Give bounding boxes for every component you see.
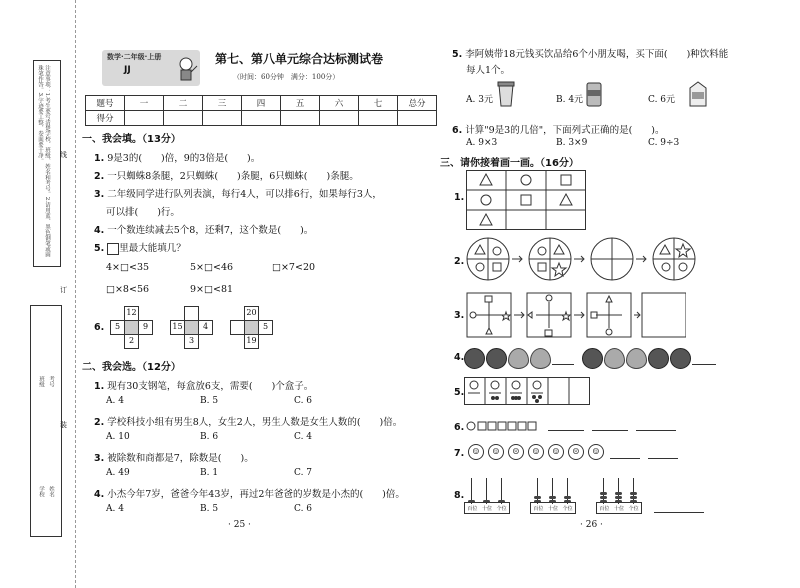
- milk-carton-icon: [686, 80, 710, 108]
- answer-blank[interactable]: [552, 364, 574, 365]
- s1-q2: 2. 一只蜘蛛8条腿，2只蜘蛛( )条腿，6只蜘蛛( )条腿。: [94, 171, 359, 182]
- notice-text: 注意事项：1.考生要写清楚学校、班级、姓名和考号。2.请用蓝、黑色钢笔或圆珠笔作答。3.字迹要工整，卷面要干净。: [37, 65, 50, 257]
- s2-q5-opt-c[interactable]: C. 6元: [648, 95, 676, 105]
- score-row-values: [86, 111, 437, 126]
- s3-q5-number: 5.: [454, 387, 465, 398]
- seal-char-order: 订: [60, 286, 67, 294]
- circle-square-pattern: [466, 420, 546, 432]
- smile-face-icon: ☺: [488, 444, 504, 460]
- s1-q3-cont: 可以排( )行。: [106, 207, 180, 218]
- s1-q5: 5. 里最大能填几？: [94, 243, 186, 254]
- s1-q2-text: 一只蜘蛛8条腿，2只蜘蛛( )条腿，6只蜘蛛( )条腿。: [107, 171, 359, 182]
- s2-q4-opt-a[interactable]: A. 4: [106, 504, 124, 514]
- smile-face-icon: ☺: [588, 444, 604, 460]
- grid3-bottom: 19: [244, 334, 259, 349]
- score-cell[interactable]: [398, 111, 437, 126]
- smile-face-icon: ☺: [468, 444, 484, 460]
- exam-title: 第七、第八单元综合达标测试卷: [215, 52, 384, 66]
- abacus-2: 百位 十位 个位: [530, 478, 574, 514]
- abacus-1: 百位 十位 个位: [464, 478, 508, 514]
- s3-q8-number: 8.: [454, 490, 465, 501]
- badge-edition: JJ: [124, 65, 131, 75]
- smile-face-icon: ☺: [548, 444, 564, 460]
- score-cell[interactable]: [320, 111, 359, 126]
- grid2-top[interactable]: [184, 306, 199, 321]
- apple-icon: [670, 348, 691, 369]
- cup-drink-icon: [496, 80, 516, 108]
- s2-q1: 1. 现有30支钢笔，每盒放6支，需要( )个盒子。: [94, 381, 314, 392]
- can-drink-icon: [584, 80, 604, 108]
- answer-blank[interactable]: [592, 430, 628, 431]
- s1-q5-item: 5×□<46: [190, 262, 234, 273]
- s2-q2-opt-b[interactable]: B. 6: [200, 432, 219, 442]
- s2-q3-opt-c[interactable]: C. 7: [294, 468, 313, 478]
- s1-q4: 4. 一个数连续减去5个8，还剩7，这个数是( )。: [94, 225, 314, 236]
- apple-icon: [582, 348, 603, 369]
- abacus-3: 百位 十位 个位: [596, 478, 640, 514]
- s3-q6-number: 6.: [454, 422, 465, 433]
- s2-q2-text: 学校科技小组有男生8人，女生2人，男生人数是女生人数的( )倍。: [107, 417, 403, 428]
- peach-icon: [604, 348, 625, 369]
- s1-q1: 1. 9是3的( )倍，9的3倍是( )。: [94, 153, 261, 164]
- answer-blank[interactable]: [648, 458, 678, 459]
- apple-icon: [648, 348, 669, 369]
- field-name: 姓名: [48, 486, 54, 497]
- seal-char-bind: 装: [60, 421, 67, 429]
- s2-q1-opt-a[interactable]: A. 4: [106, 396, 124, 406]
- score-cell[interactable]: [242, 111, 281, 126]
- score-cell[interactable]: [281, 111, 320, 126]
- peach-icon: [508, 348, 529, 369]
- field-exam-no: 考号: [48, 376, 54, 387]
- s2-q4-opt-b[interactable]: B. 5: [200, 504, 219, 514]
- page-number-right: · 26 ·: [580, 520, 603, 530]
- apple-icon: [486, 348, 507, 369]
- s3-q1-number: 1.: [454, 192, 465, 203]
- answer-blank[interactable]: [636, 430, 676, 431]
- grid2-left: 15: [170, 320, 185, 335]
- grid3-center: [244, 320, 259, 335]
- s1-q5-item: 4×□<35: [106, 262, 150, 273]
- field-school: 学校: [38, 486, 44, 497]
- grid1-left: 5: [110, 320, 125, 335]
- page-number-left: · 25 ·: [228, 520, 251, 530]
- s2-q4-opt-c[interactable]: C. 6: [294, 504, 313, 514]
- sad-face-icon: ☹: [508, 444, 524, 460]
- grid2-bottom: 3: [184, 334, 199, 349]
- badge-subject: 数学·二年级·上册: [107, 53, 162, 61]
- s2-q5-opt-a[interactable]: A. 3元: [466, 95, 493, 105]
- answer-blank[interactable]: [610, 458, 640, 459]
- grid1-top: 12: [124, 306, 139, 321]
- score-cell: 得分: [86, 111, 125, 126]
- score-cell: 七: [359, 96, 398, 111]
- s2-q3-opt-a[interactable]: A. 49: [106, 468, 130, 478]
- s2-q2-opt-a[interactable]: A. 10: [106, 432, 130, 442]
- grid1-center: [124, 320, 139, 335]
- s2-q4: 4. 小杰今年7岁，爸爸今年43岁，再过2年爸爸的岁数是小杰的( )倍。: [94, 489, 405, 500]
- s1-q5-item: □×7<20: [272, 262, 316, 273]
- peach-icon: [530, 348, 551, 369]
- s3-q2-number: 2.: [454, 256, 465, 267]
- s2-q2: 2. 学校科技小组有男生8人，女生2人，男生人数是女生人数的( )倍。: [94, 417, 403, 428]
- s2-q6-opt-a[interactable]: A. 9×3: [466, 138, 498, 148]
- circle-sequence-figure: [466, 236, 706, 282]
- s2-q6: 6. 计算"9是3的几倍"，下面列式正确的是( )。: [452, 125, 665, 136]
- square-sequence-figure: [466, 292, 686, 338]
- score-cell[interactable]: [125, 111, 164, 126]
- s2-q2-opt-c[interactable]: C. 4: [294, 432, 313, 442]
- s1-q5-text: 里最大能填几？: [119, 243, 186, 254]
- cartoon-kid-icon: [174, 56, 198, 84]
- answer-blank[interactable]: [692, 364, 716, 365]
- score-cell: 二: [164, 96, 203, 111]
- s2-q5-text: 李阿姨带18元钱买饮品给6个小朋友喝，买下面( )种饮料能: [465, 49, 729, 60]
- student-info-box: [30, 305, 62, 537]
- s1-q3: 3. 二年级同学进行队列表演，每行4人，可以排6行，如果每行3人，: [94, 189, 382, 200]
- grid3-top: 20: [244, 306, 259, 321]
- s1-q1-text: 9是3的( )倍，9的3倍是( )。: [107, 153, 261, 164]
- s2-q3-text: 被除数和商都是7，除数是( )。: [107, 453, 254, 464]
- s2-q5-opt-b[interactable]: B. 4元: [556, 95, 584, 105]
- score-cell: 题号: [86, 96, 125, 111]
- s2-q1-opt-c[interactable]: C. 6: [294, 396, 313, 406]
- grid2-center: [184, 320, 199, 335]
- sad-face-icon: ☹: [568, 444, 584, 460]
- s2-q5-cont: 每人1个。: [466, 65, 511, 76]
- shape-grid-figure: [466, 170, 586, 230]
- blank-box-icon: [107, 243, 119, 255]
- section2-heading: 二、我会选。（12分）: [82, 362, 181, 373]
- answer-blank[interactable]: [654, 512, 704, 513]
- s2-q3: 3. 被除数和商都是7，除数是( )。: [94, 453, 254, 464]
- s2-q1-opt-b[interactable]: B. 5: [200, 396, 219, 406]
- apple-icon: [464, 348, 485, 369]
- field-class: 班级: [38, 376, 44, 387]
- subject-badge: [102, 50, 200, 86]
- grid1-bottom: 2: [124, 334, 139, 349]
- binding-margin: [0, 0, 76, 588]
- exam-subtitle: （时间：60分钟 满分：100分）: [233, 73, 340, 81]
- s2-q5: 5. 李阿姨带18元钱买饮品给6个小朋友喝，买下面( )种饮料能: [452, 49, 729, 60]
- grid3-left[interactable]: [230, 320, 245, 335]
- s2-q1-text: 现有30支钢笔，每盒放6支，需要( )个盒子。: [107, 381, 314, 392]
- s1-q6-number: 6.: [94, 322, 105, 333]
- grid3-right: 5: [258, 320, 273, 335]
- grid1-right: 9: [138, 320, 153, 335]
- section1-heading: 一、我会填。（13分）: [82, 134, 181, 145]
- score-cell: 六: [320, 96, 359, 111]
- s3-q4-number: 4.: [454, 352, 465, 363]
- notice-box: [33, 60, 61, 267]
- s1-q3-text: 二年级同学进行队列表演，每行4人，可以排6行，如果每行3人，: [107, 189, 382, 200]
- score-cell: 一: [125, 96, 164, 111]
- score-cell: 五: [281, 96, 320, 111]
- pattern-strip-figure: [464, 377, 590, 405]
- s1-q5-item: □×8<56: [106, 284, 150, 295]
- score-cell: 四: [242, 96, 281, 111]
- s1-q5-item: 9×□<81: [190, 284, 234, 295]
- score-cell[interactable]: [203, 111, 242, 126]
- score-cell: 三: [203, 96, 242, 111]
- score-cell: 总分: [398, 96, 437, 111]
- s2-q6-opt-c[interactable]: C. 9÷3: [648, 138, 680, 148]
- score-row-header: [86, 96, 437, 111]
- grid2-right: 4: [198, 320, 213, 335]
- score-cell[interactable]: [164, 111, 203, 126]
- s1-q4-text: 一个数连续减去5个8，还剩7，这个数是( )。: [107, 225, 314, 236]
- seal-char-line: 线: [60, 151, 67, 159]
- s2-q6-opt-b[interactable]: B. 3×9: [556, 138, 588, 148]
- s3-q3-number: 3.: [454, 310, 465, 321]
- s2-q6-text: 计算"9是3的几倍"，下面列式正确的是( )。: [465, 125, 665, 136]
- smile-face-icon: ☺: [528, 444, 544, 460]
- section3-heading: 三、请你接着画一画。（16分）: [440, 158, 579, 169]
- answer-blank[interactable]: [548, 430, 584, 431]
- s2-q3-opt-b[interactable]: B. 1: [200, 468, 219, 478]
- peach-icon: [626, 348, 647, 369]
- s3-q7-number: 7.: [454, 448, 465, 459]
- s2-q4-text: 小杰今年7岁，爸爸今年43岁，再过2年爸爸的岁数是小杰的( )倍。: [107, 489, 405, 500]
- score-table: [85, 95, 437, 126]
- score-cell[interactable]: [359, 111, 398, 126]
